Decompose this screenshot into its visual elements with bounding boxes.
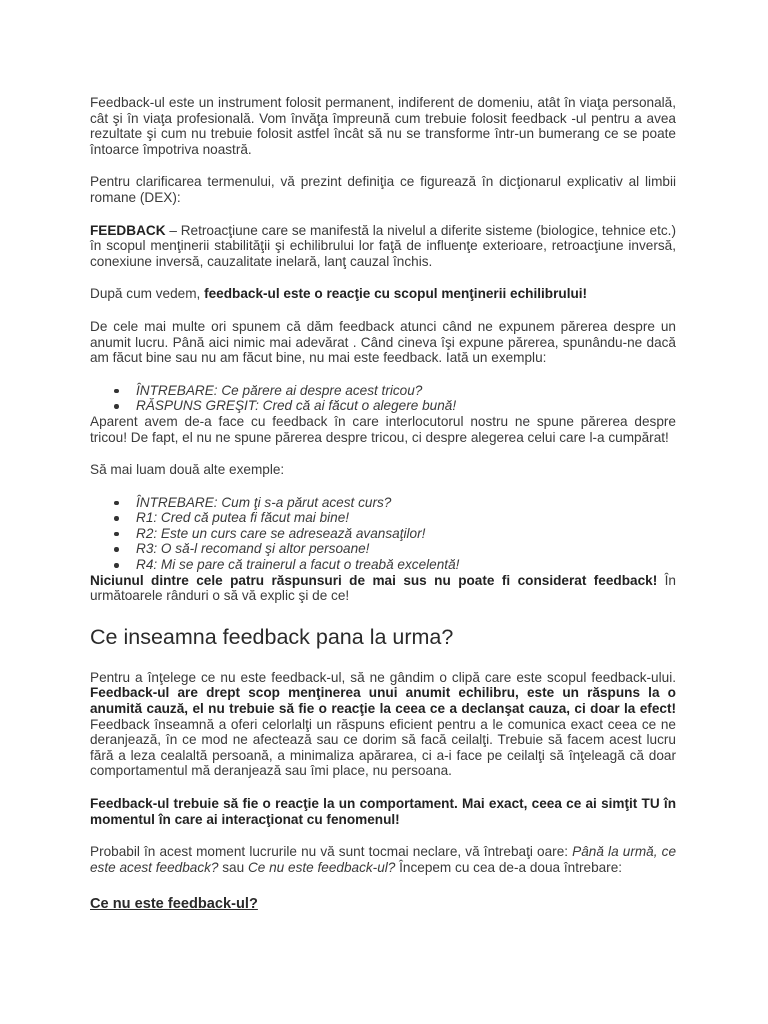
list-item: R3: O să-l recomand şi altor persoane! xyxy=(90,541,676,557)
conclusion-bold: feedback-ul este o reacţie cu scopul menţinerii echilibrului! xyxy=(204,286,588,302)
conclusion-lead: După cum vedem, xyxy=(90,286,205,302)
definition-text: – Retroacţiune care se manifestă la nivelul a diferite sisteme (biologice, tehnice etc.) în scopul menţinerii stabilităţii şi echilibrului lor faţă de influenţe exterioare, retroacţiune inversă, conexiune inversă, cauzalitate inelară, lanţ cauzal închis. xyxy=(90,222,676,269)
none-is-feedback-bold: Niciunul dintre cele patru răspunsuri de mai sus nu poate fi considerat feedback! xyxy=(90,572,658,588)
section-heading-meaning: Ce inseamna feedback pana la urma? xyxy=(90,624,454,649)
section-heading-not-feedback: Ce nu este feedback-ul? xyxy=(90,896,258,913)
purpose-rest: Feedback înseamnă a oferi celorlalţi un răspuns eficient pentru a le comunica exact ceea ce ne deranjează, în ce mod ne afectează sau ce dorim să facă ceilalţi. Trebuie să facem acest lucru fără a leza cealaltă persoană, a minimaliza apărarea, ci a-i face pe ceilalţi să înţeleagă că doar comportamentul mă deranjează sau îmi place, nu persoana. xyxy=(90,716,676,779)
intro-paragraph: Feedback-ul este un instrument folosit permanent, indiferent de domeniu, atât în viaţa personală, cât şi în viaţa profesională. Vom învăţa împreună cum trebuie folosit feedback -ul pentru a avea rezultate şi cum nu trebuie folosit astfel încât să nu se transforme într-un bumerang ce se poate întoarce împotriva noastră. xyxy=(90,95,676,157)
purpose-paragraph xyxy=(90,670,676,779)
definition-intro-paragraph: Pentru clarificarea termenului, vă prezint definiţia ce figurează în dicţionarul explicativ al limbii romane (DEX): xyxy=(90,174,676,205)
example-explanation-paragraph: Aparent avem de-a face cu feedback în care interlocutorul nostru ne spune părerea despre tricou! De fapt, el nu ne spune părerea despre tricou, ci despre alegerea celui care l-a cumpărat! xyxy=(90,413,676,445)
list-item: R2: Este un curs care se adresează avansaţilor! xyxy=(90,526,676,542)
question-two: Ce nu este feedback-ul? xyxy=(247,859,396,875)
behavior-reaction-paragraph xyxy=(90,796,676,827)
document-content xyxy=(90,95,676,913)
example-list-2 xyxy=(90,495,676,573)
list-item: RĂSPUNS GREŞIT: Cred că ai făcut o alegere bună! xyxy=(90,398,676,414)
purpose-bold: Feedback-ul are drept scop menţinerea unui anumit echilibru, este un răspuns la o anumită cauză, el nu trebuie să fie o reacţie la ceea ce a declanşat cauza, ci doar la efect! xyxy=(90,685,676,717)
question-one: Până la urmă, ce este acest feedback? xyxy=(90,844,677,875)
none-is-feedback-paragraph xyxy=(90,573,676,604)
purpose-lead: Pentru a înţelege ce nu este feedback-ul, să ne gândim o clipă care este scopul feedback-ului. xyxy=(90,669,676,685)
behavior-reaction-bold: Feedback-ul trebuie să fie o reacţie la un comportament. Mai exact, ceea ce ai simţit TU în momentul în care ai interacţionat cu fenomenul! xyxy=(90,796,676,827)
list-item: ÎNTREBARE: Ce părere ai despre acest tricou? xyxy=(90,383,676,399)
example-list-1 xyxy=(90,383,676,414)
questions-lead: Probabil în acest moment lucrurile nu vă sunt tocmai neclare, vă întrebaţi oare: xyxy=(90,844,573,860)
opinion-paragraph: De cele mai multe ori spunem că dăm feedback atunci când ne expunem părerea despre un anumit lucru. Până aici nimic mai adevărat . Când cineva îşi expune părerea, spunându-ne dacă am făcut bine sau nu am făcut bine, nu mai este feedback. Iată un exemplu: xyxy=(90,318,676,366)
list-item: R4: Mi se pare că trainerul a facut o treabă excelentă! xyxy=(90,557,676,573)
questions-tail: Începem cu cea de-a doua întrebare: xyxy=(395,859,623,875)
more-examples-paragraph: Să mai luam două alte exemple: xyxy=(90,462,285,478)
dex-definition-paragraph xyxy=(90,223,676,270)
questions-paragraph xyxy=(90,844,676,875)
list-item: ÎNTREBARE: Cum ţi s-a părut acest curs? xyxy=(90,495,676,511)
definition-term: FEEDBACK xyxy=(90,222,166,238)
none-is-feedback-text: În următoarele rânduri o să vă explic şi de ce! xyxy=(90,572,676,604)
conclusion-paragraph xyxy=(90,286,676,302)
questions-connector: sau xyxy=(218,859,248,875)
list-item: R1: Cred că putea fi făcut mai bine! xyxy=(90,510,676,526)
